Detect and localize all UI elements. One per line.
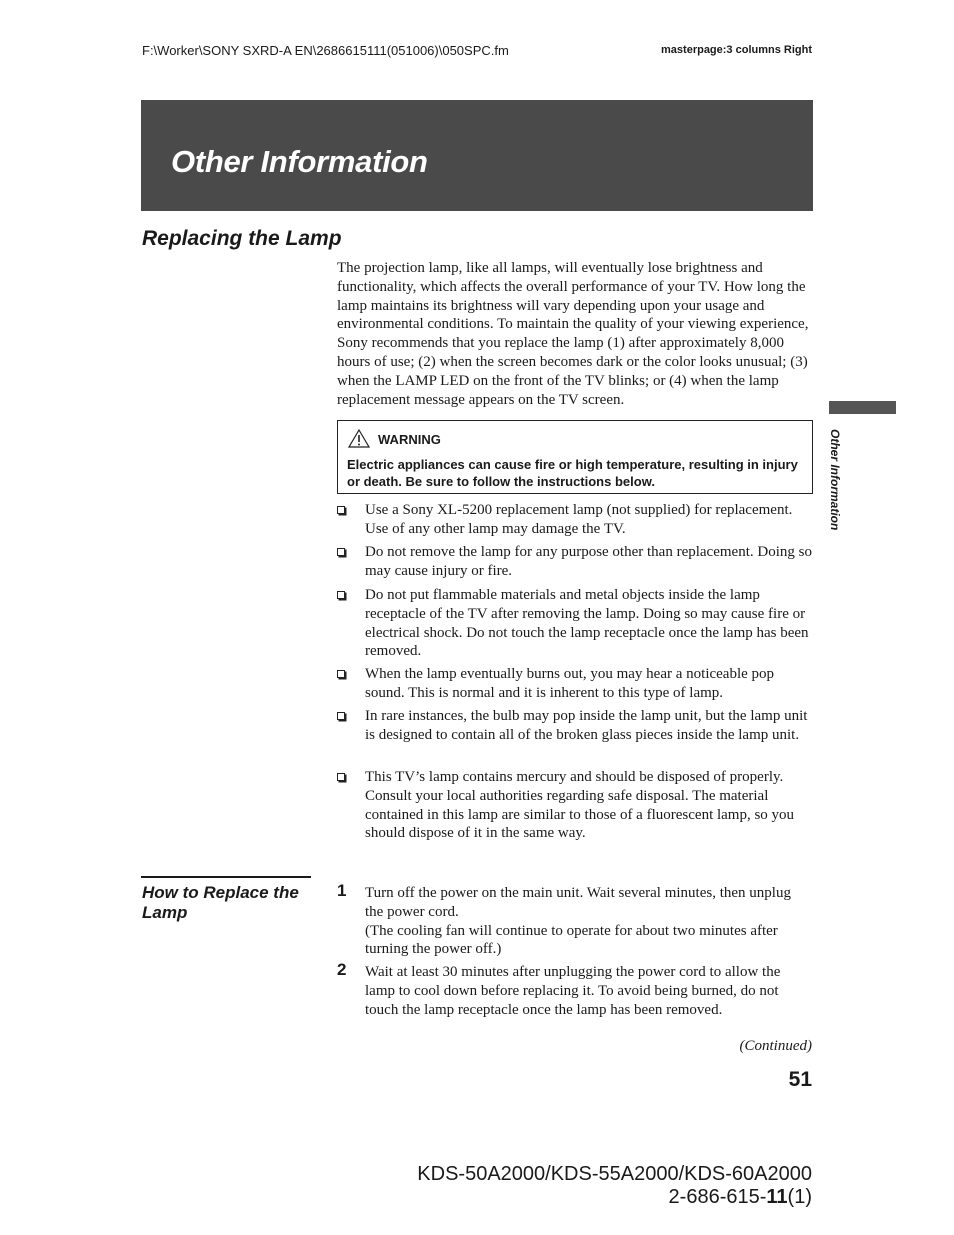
list-item-text: Do not put flammable materials and metal objects inside the lamp receptacle of the TV after removing the lamp. Doing so may cause fire or electrical shock. Do not touch the lamp receptacle once the lamp has been removed. [365,587,809,660]
step-number: 2 [337,960,347,979]
section-title: Replacing the Lamp [142,227,342,250]
list-item-text: Use a Sony XL-5200 replacement lamp (not supplied) for replacement. Use of any other lamp may damage the TV. [365,502,793,537]
part-bold: 11 [766,1186,788,1208]
warning-triangle-icon [348,429,370,448]
checkbox-bullet-icon [337,548,345,556]
list-item-text: Do not remove the lamp for any purpose other than replacement. Doing so may cause injury or fire. [365,544,812,579]
side-tab-label: Other Information [828,429,842,531]
checkbox-bullet-icon [337,712,345,720]
header-masterpage: masterpage:3 columns Right [661,44,812,56]
warning-box [337,420,813,494]
step-text-block [365,963,813,1019]
chapter-banner [141,100,813,211]
warning-label: WARNING [378,432,441,447]
subsection-title: How to Replace the Lamp [142,883,299,922]
list-item-text: This TV’s lamp contains mercury and should be disposed of properly. Consult your local authorities regarding safe disposal. The material contained in this lamp are similar to those of a fluorescent lamp, so you should dispose of it in the same way. [365,769,795,842]
page-number: 51 [788,1068,812,1091]
checkbox-bullet-icon [337,670,345,678]
warning-text: Electric appliances can cause fire or high temperature, resulting in injury or death. Be sure to follow the instructions below. [347,457,798,489]
subsection-rule [141,876,311,878]
step-number: 1 [337,881,347,900]
step-text: Turn off the power on the main unit. Wait several minutes, then unplug the power cord. [365,885,791,920]
part-suffix: (1) [787,1186,812,1208]
footer-models: KDS-50A2000/KDS-55A2000/KDS-60A2000 [417,1163,812,1185]
checkbox-bullet-icon [337,773,345,781]
list-item-text: When the lamp eventually burns out, you may hear a noticeable pop sound. This is normal and it is inherent to this type of lamp. [365,666,775,701]
checkbox-bullet-icon [337,591,345,599]
header-file-path: F:\Worker\SONY SXRD-A EN\2686615111(051006)\050SPC.fm [142,43,509,58]
side-tab-bar [829,401,896,414]
footer-part-number [669,1186,812,1209]
side-tab [826,429,842,549]
part-prefix: 2-686-615- [668,1186,767,1208]
continued-note: (Continued) [739,1038,812,1054]
intro-paragraph: The projection lamp, like all lamps, will eventually lose brightness and functionality, which affects the overall performance of your TV. How long the lamp maintains its brightness will vary depending upon your usage and environmental conditions. To maintain the quality of your viewing experience, Sony recommends that you replace the lamp (1) after approximately 8,000 hours of use; (2) when the screen becomes dark or the color looks unusual; (3) when the LAMP LED on the front of the TV blinks; or (4) when the lamp replacement message appears on the TV screen. [337,260,809,408]
list-item-text: In rare instances, the bulb may pop inside the lamp unit, but the lamp unit is designed to contain all of the broken glass pieces inside the lamp unit. [365,708,808,743]
step-text-block [365,884,813,959]
checkbox-bullet-icon [337,506,345,514]
chapter-title: Other Information [171,144,428,179]
step-note: (The cooling fan will continue to operate for about two minutes after turning the power off.) [365,922,778,958]
step-text: Wait at least 30 minutes after unplugging the power cord to allow the lamp to cool down before replacing it. To avoid being burned, do not touch the lamp receptacle once the lamp has been removed. [365,964,781,1018]
